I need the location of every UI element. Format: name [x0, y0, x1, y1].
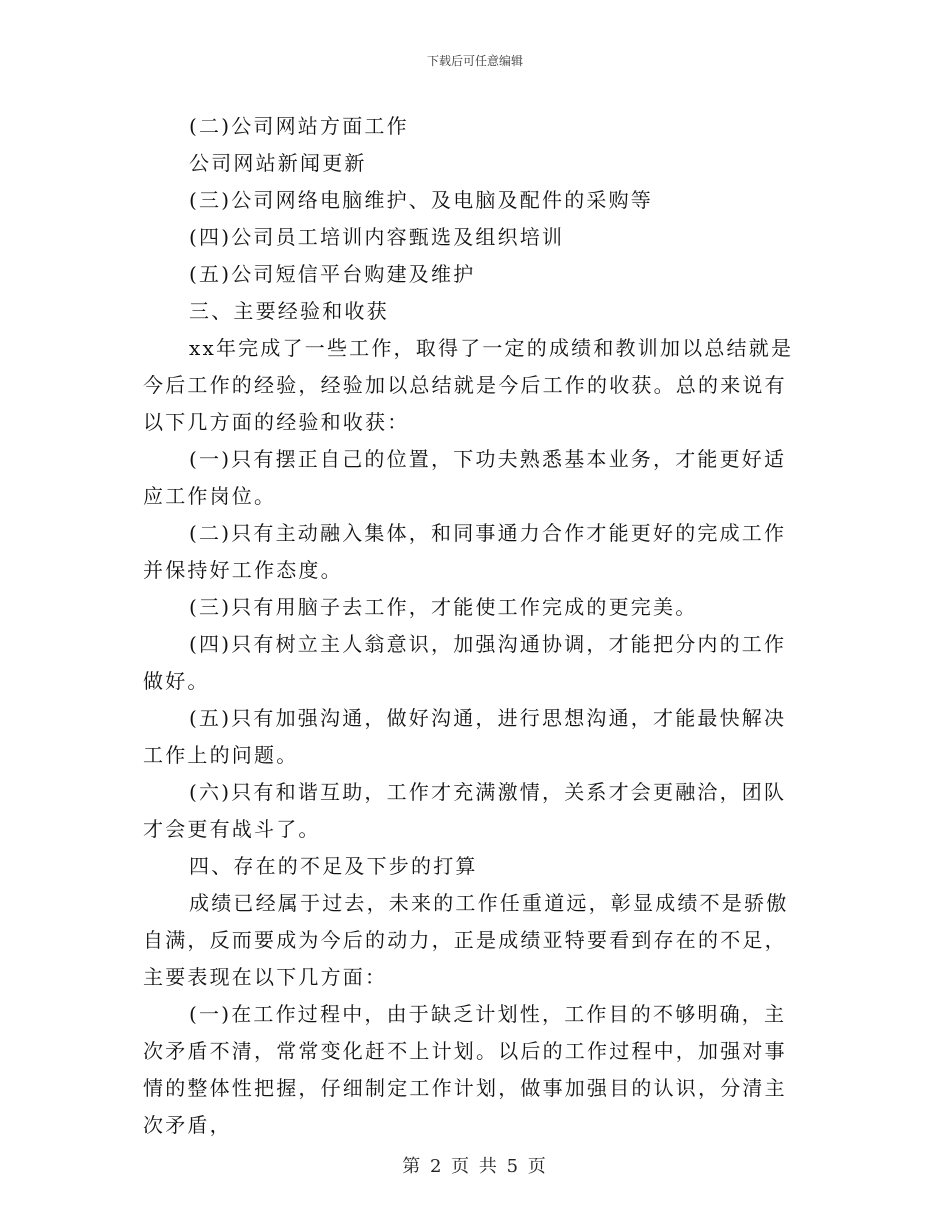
paragraph-2: 公司网站新闻更新: [189, 151, 367, 175]
paragraph-5: (五)公司短信平台购建及维护: [189, 262, 476, 286]
paragraph-9: (二)只有主动融入集体，和同事通力合作才能更好的完成工作并保持好工作态度。: [143, 521, 787, 582]
paragraph-11: (四)只有树立主人翁意识，加强沟通协调，才能把分内的工作做好。: [143, 632, 787, 693]
paragraph-8: (一)只有摆正自己的位置，下功夫熟悉基本业务，才能更好适应工作岗位。: [143, 447, 787, 508]
section-heading-4: 四、存在的不足及下步的打算: [189, 854, 478, 878]
page-number-footer: 第 2 页 共 5 页: [402, 1156, 548, 1177]
paragraph-4: (四)公司员工培训内容甄选及组织培训: [189, 225, 565, 249]
paragraph-15: 成绩已经属于过去，未来的工作任重道远，彰显成绩不是骄傲自满，反而要成为今后的动力，正是成绩亚特要看到存在的不足，主要表现在以下几方面：: [143, 891, 789, 989]
page-header: 下载后可任意编辑: [426, 54, 523, 68]
paragraph-13: (六)只有和谐互助，工作才充满激情，关系才会更融洽，团队才会更有战斗了。: [143, 780, 787, 841]
paragraph-1: (二)公司网站方面工作: [189, 114, 409, 138]
section-heading-3: 三、主要经验和收获: [189, 299, 389, 323]
document-body: [143, 108, 808, 1144]
paragraph-10: (三)只有用脑子去工作，才能使工作完成的更完美。: [189, 595, 698, 619]
paragraph-12: (五)只有加强沟通，做好沟通，进行思想沟通，才能最快解决工作上的问题。: [143, 706, 787, 767]
paragraph-7: xx年完成了一些工作，取得了一定的成绩和教训加以总结就是今后工作的经验，经验加以总结就是今后工作的收获。总的来说有以下几方面的经验和收获：: [143, 336, 794, 434]
paragraph-16: (一)在工作过程中，由于缺乏计划性，工作目的不够明确，主次矛盾不清，常常变化赶不上计划。以后的工作过程中，加强对事情的整体性把握，仔细制定工作计划，做事加强目的认识，分清主次矛盾，: [143, 1002, 787, 1137]
paragraph-3: (三)公司网络电脑维护、及电脑及配件的采购等: [189, 188, 654, 212]
